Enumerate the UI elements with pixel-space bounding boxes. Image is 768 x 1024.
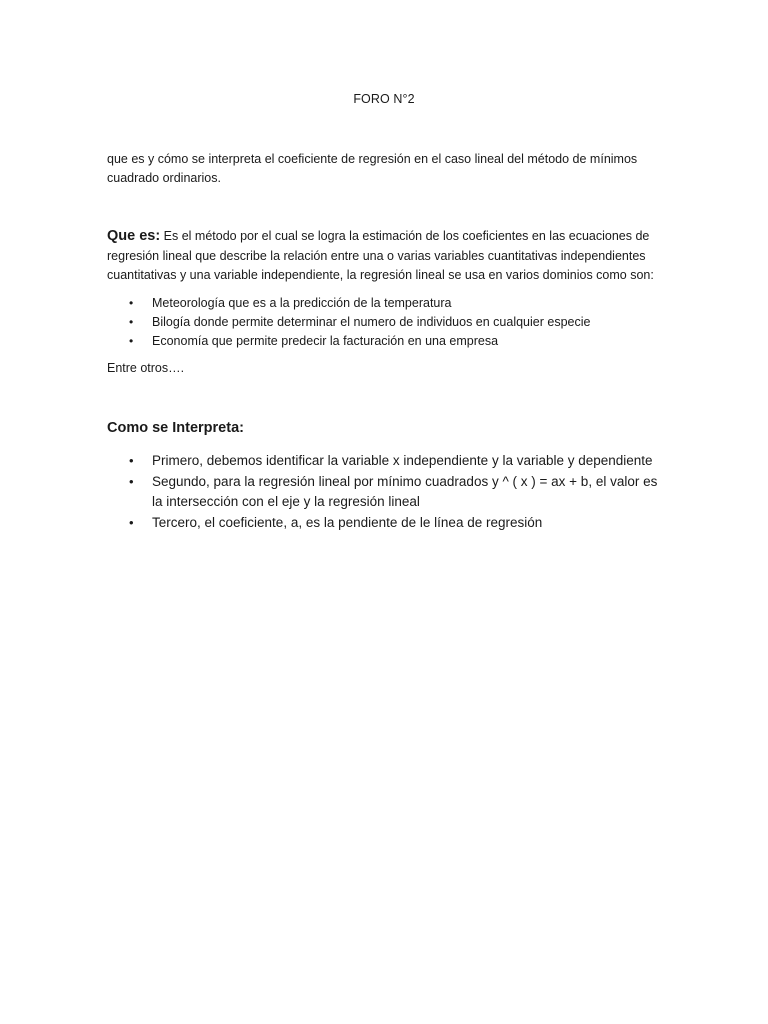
bullet-icon: • xyxy=(129,296,134,310)
list-item xyxy=(107,294,667,313)
steps-list xyxy=(107,451,667,533)
list-item-text: Meteorología que es a la predicción de la temperatura xyxy=(152,296,452,310)
bullet-icon: • xyxy=(129,473,134,489)
list-item xyxy=(107,513,667,534)
list-item-text: Bilogía donde permite determinar el numero de individuos en cualquier especie xyxy=(152,315,591,329)
list-item xyxy=(107,332,667,351)
bullet-icon: • xyxy=(129,315,134,329)
list-item xyxy=(107,472,667,513)
entre-otros-text: Entre otros…. xyxy=(107,361,185,375)
bullet-icon: • xyxy=(129,453,134,468)
que-es-text: Es el método por el cual se logra la estimación de los coeficientes en las ecuaciones de regresión lineal que describe la relación entre una o varias variables cuantitativas independientes cuantitativas y una variable independiente, la regresión lineal se usa en varios dominios como son: xyxy=(107,229,654,282)
bullet-icon: • xyxy=(129,334,134,348)
list-item-text: Economía que permite predecir la facturación en una empresa xyxy=(152,334,499,348)
document-title: FORO N°2 xyxy=(353,92,415,106)
list-item xyxy=(107,313,667,332)
bullet-icon: • xyxy=(129,514,134,530)
como-se-interpreta-heading: Como se Interpreta: xyxy=(107,420,244,436)
list-item-text: Segundo, para la regresión lineal por mínimo cuadrados y ^ ( x ) = ax + b, el valor es la intersección con el eje y la regresión lineal xyxy=(152,473,658,509)
list-item xyxy=(107,451,667,472)
domains-list xyxy=(107,294,667,351)
list-item-text: Tercero, el coeficiente, a, es la pendiente de le línea de regresión xyxy=(152,514,543,530)
intro-paragraph: que es y cómo se interpreta el coeficiente de regresión en el caso lineal del método de mínimos cuadrado ordinarios. xyxy=(107,152,638,185)
list-item-text: Primero, debemos identificar la variable x independiente y la variable y dependiente xyxy=(152,453,653,468)
que-es-paragraph xyxy=(107,227,667,286)
que-es-label: Que es: xyxy=(107,228,161,244)
